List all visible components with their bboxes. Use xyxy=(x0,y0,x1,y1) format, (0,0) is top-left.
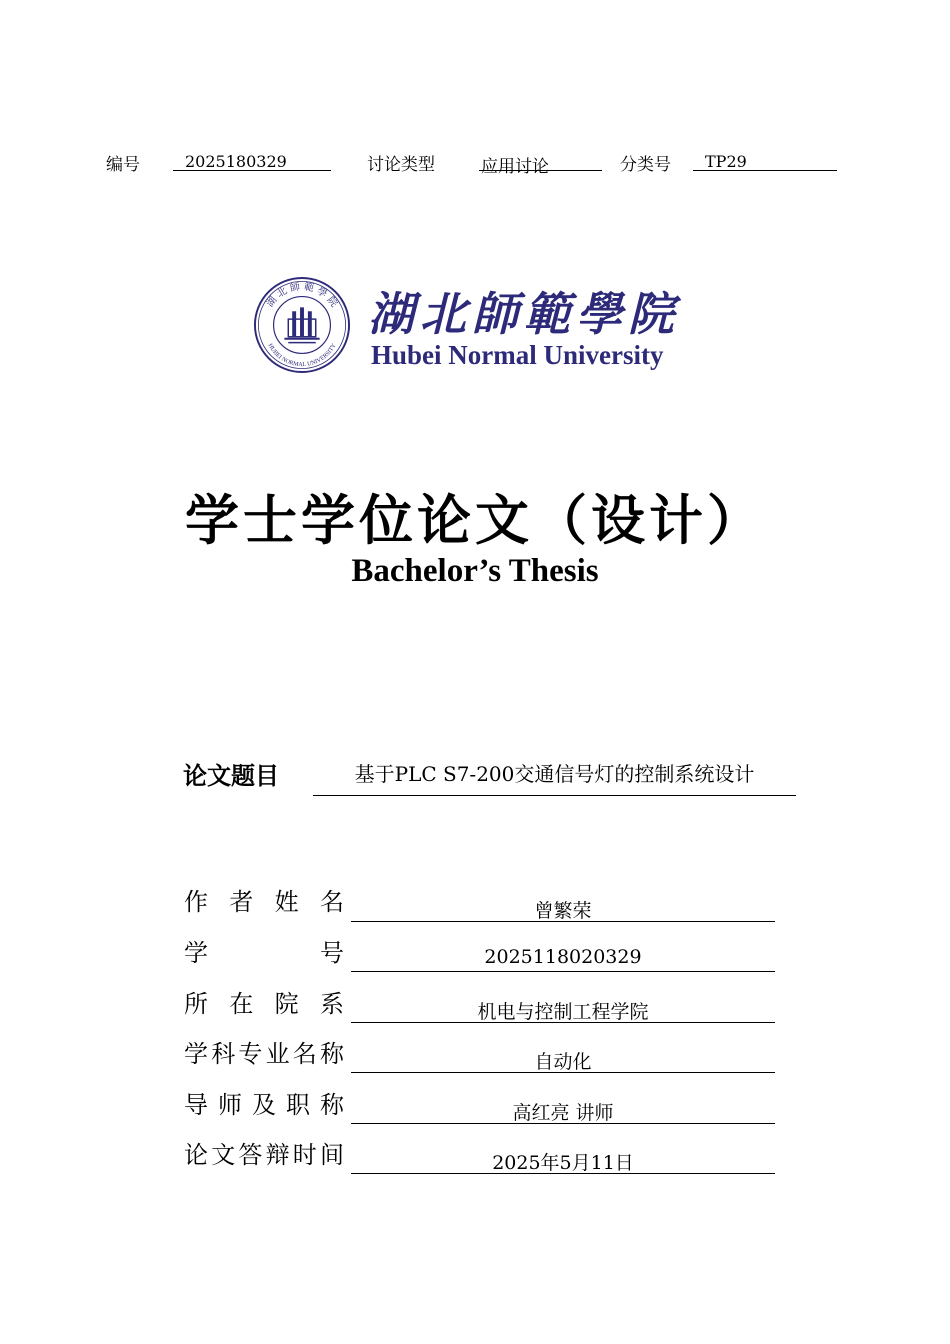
defense-date-label: 论文答辩时间 xyxy=(184,1141,344,1169)
author-name-value: 曾繁荣 xyxy=(351,892,775,922)
seal-text-top: 湖 北 師 範 學 院 xyxy=(264,281,340,310)
number-label: 编号 xyxy=(106,155,140,175)
department-label: 所在院系 xyxy=(184,990,344,1018)
classification-label: 分类号 xyxy=(620,155,671,175)
university-name-en: Hubei Normal University xyxy=(371,340,664,370)
seal-text-bottom: HUBEI NORMAL UNIVERSITY xyxy=(266,342,338,369)
university-name-cn: 湖北師範學院 xyxy=(368,287,680,341)
major-value: 自动化 xyxy=(351,1043,775,1073)
major-label: 学科专业名称 xyxy=(184,1040,344,1068)
topic-value: 基于PLC S7-200交通信号灯的控制系统设计 xyxy=(313,758,796,796)
thesis-title-cn: 学士学位论文（设计） xyxy=(185,489,765,552)
classification-value: TP29 xyxy=(693,152,837,171)
svg-text:湖 北 師 範 學 院 xyxy=(263,280,341,310)
department-value: 机电与控制工程学院 xyxy=(351,993,775,1023)
advisor-label: 导师及职称 xyxy=(184,1091,344,1119)
defense-date-value: 2025年5月11日 xyxy=(351,1144,775,1174)
number-value: 2025180329 xyxy=(173,152,331,171)
advisor-value: 高红亮 讲师 xyxy=(351,1094,775,1124)
thesis-title-en: Bachelor’s Thesis xyxy=(351,553,599,589)
discussion-type-value: 应用讨论 xyxy=(479,152,602,171)
university-seal-icon xyxy=(253,276,351,374)
topic-label: 论文题目 xyxy=(183,762,279,790)
student-id-label: 学号 xyxy=(184,939,344,967)
author-name-label: 作者姓名 xyxy=(184,888,344,916)
discussion-type-label: 讨论类型 xyxy=(367,155,435,175)
student-id-value: 2025118020329 xyxy=(351,942,775,972)
